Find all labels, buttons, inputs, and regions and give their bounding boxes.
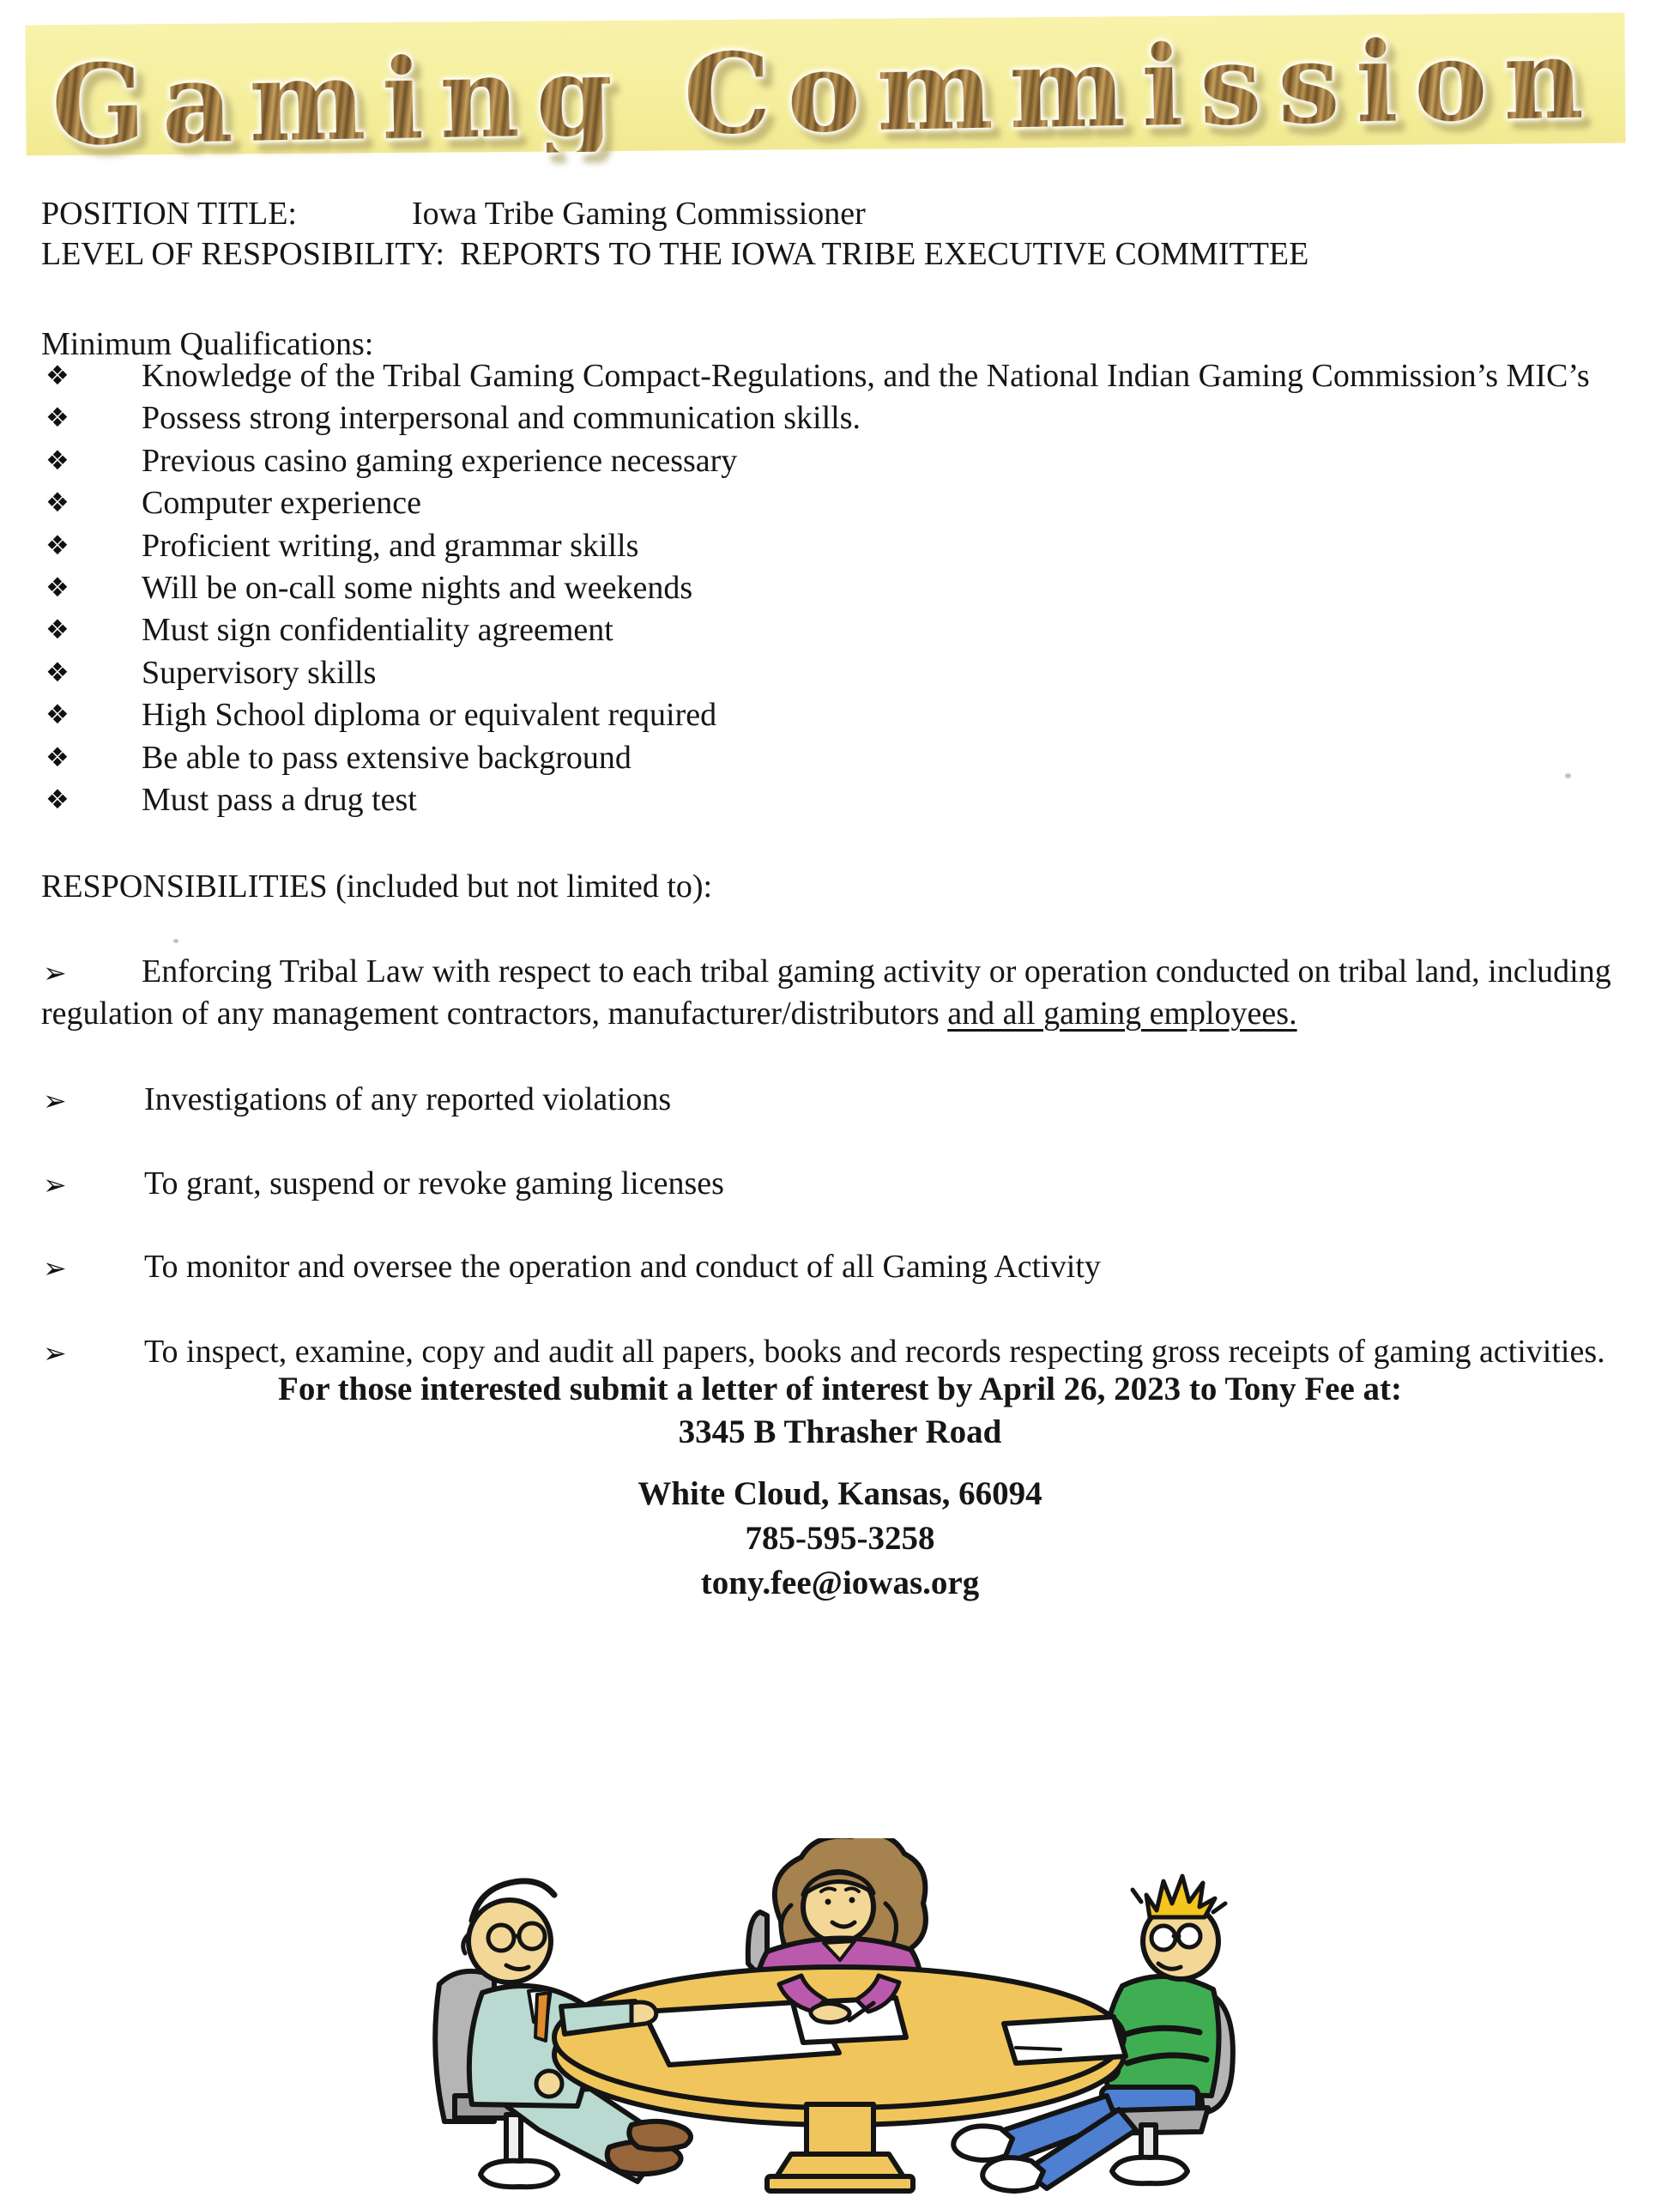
qualification-text: Will be on-call some nights and weekends: [142, 569, 693, 606]
diamond-bullet-icon: ❖: [45, 657, 69, 688]
responsibility-item: [41, 1163, 1644, 1205]
qualification-item: [41, 440, 1590, 482]
qualification-text: Supervisory skills: [142, 654, 377, 691]
meeting-cartoon: [410, 1838, 1268, 2194]
arrow-bullet-icon: ➢: [43, 1168, 67, 1201]
diamond-bullet-icon: ❖: [45, 572, 69, 603]
qualifications-heading: Minimum Qualifications:: [41, 326, 374, 362]
position-title-value: Iowa Tribe Gaming Commissioner: [412, 196, 866, 232]
diamond-bullet-icon: ❖: [45, 445, 69, 476]
responsibility-item: [41, 1331, 1644, 1373]
arrow-bullet-icon: ➢: [43, 1336, 67, 1370]
position-title-label: POSITION TITLE:: [41, 196, 297, 232]
contact-email: tony.fee@iowas.org: [700, 1565, 980, 1601]
qualification-item: [41, 694, 1590, 736]
qualification-text: Previous casino gaming experience necessary: [142, 442, 738, 479]
qualification-item: [41, 567, 1590, 609]
diamond-bullet-icon: ❖: [45, 784, 69, 815]
arrow-bullet-icon: ➢: [43, 956, 67, 990]
banner: [25, 13, 1625, 171]
contact-address: 3345 B Thrasher Road: [678, 1413, 1002, 1450]
responsibility-text: To grant, suspend or revoke gaming licenses: [144, 1165, 724, 1201]
right-person: [1095, 1876, 1233, 2113]
qualification-text: Proficient writing, and grammar skills: [142, 527, 639, 564]
responsibility-text: To monitor and oversee the operation and conduct of all Gaming Activity: [144, 1249, 1101, 1285]
diamond-bullet-icon: ❖: [45, 402, 69, 434]
arrow-bullet-icon: ➢: [43, 1251, 67, 1285]
responsibility-underlined-text: and all gaming employees.: [947, 996, 1297, 1032]
contact-call-to-action: For those interested submit a letter of interest by April 26, 2023 to Tony Fee at:: [278, 1371, 1402, 1407]
responsibility-item: [41, 1079, 1644, 1121]
scan-speck: [1565, 773, 1571, 778]
qualification-item: [41, 652, 1590, 694]
qualifications-list: [41, 355, 1590, 821]
qualification-text: High School diploma or equivalent required: [142, 697, 717, 734]
level-label: LEVEL OF RESPOSIBILITY:: [41, 236, 445, 272]
level-value: REPORTS TO THE IOWA TRIBE EXECUTIVE COMMITTEE: [460, 236, 1309, 272]
qualification-text: Possess strong interpersonal and communication skills.: [142, 400, 861, 437]
responsibility-item: [41, 1246, 1644, 1288]
qualification-item: [41, 779, 1590, 821]
contact-phone: 785-595-3258: [745, 1520, 935, 1557]
responsibility-text: Enforcing Tribal Law with respect to each tribal gaming activity or operation conducted on tribal land, including regulation of any management contractors, manufacturer/distributors and all gaming employees.: [41, 953, 1611, 1032]
position-title-row: [41, 193, 866, 234]
paper: [1004, 2017, 1126, 2063]
diamond-bullet-icon: ❖: [45, 530, 69, 561]
scan-speck: [173, 939, 178, 943]
contact-city: White Cloud, Kansas, 66094: [638, 1475, 1042, 1512]
qualification-item: [41, 355, 1590, 397]
banner-title: Gaming Commission: [50, 15, 1601, 171]
diamond-bullet-icon: ❖: [45, 614, 69, 646]
qualification-item: [41, 737, 1590, 779]
qualification-text: Must pass a drug test: [142, 781, 417, 818]
responsibilities-heading: RESPONSIBILITIES (included but not limited to):: [41, 869, 713, 905]
qualification-text: Computer experience: [142, 485, 422, 522]
qualification-text: Knowledge of the Tribal Gaming Compact-Regulations, and the National Indian Gaming Commission’s MIC’s: [142, 358, 1590, 394]
qualification-item: [41, 397, 1590, 439]
responsibility-item: [41, 951, 1644, 1035]
diamond-bullet-icon: ❖: [45, 741, 69, 773]
responsibility-text: Investigations of any reported violations: [144, 1081, 672, 1117]
responsibility-text: To inspect, examine, copy and audit all papers, books and records respecting gross receipts of gaming activities.: [144, 1334, 1605, 1370]
qualification-item: [41, 482, 1590, 524]
level-row: [41, 233, 1308, 275]
qualification-text: Be able to pass extensive background: [142, 739, 632, 776]
arrow-bullet-icon: ➢: [43, 1084, 67, 1117]
qualification-text: Must sign confidentiality agreement: [142, 612, 613, 649]
diamond-bullet-icon: ❖: [45, 699, 69, 731]
diamond-bullet-icon: ❖: [45, 360, 69, 391]
qualification-item: [41, 525, 1590, 567]
qualification-item: [41, 609, 1590, 651]
diamond-bullet-icon: ❖: [45, 487, 69, 519]
